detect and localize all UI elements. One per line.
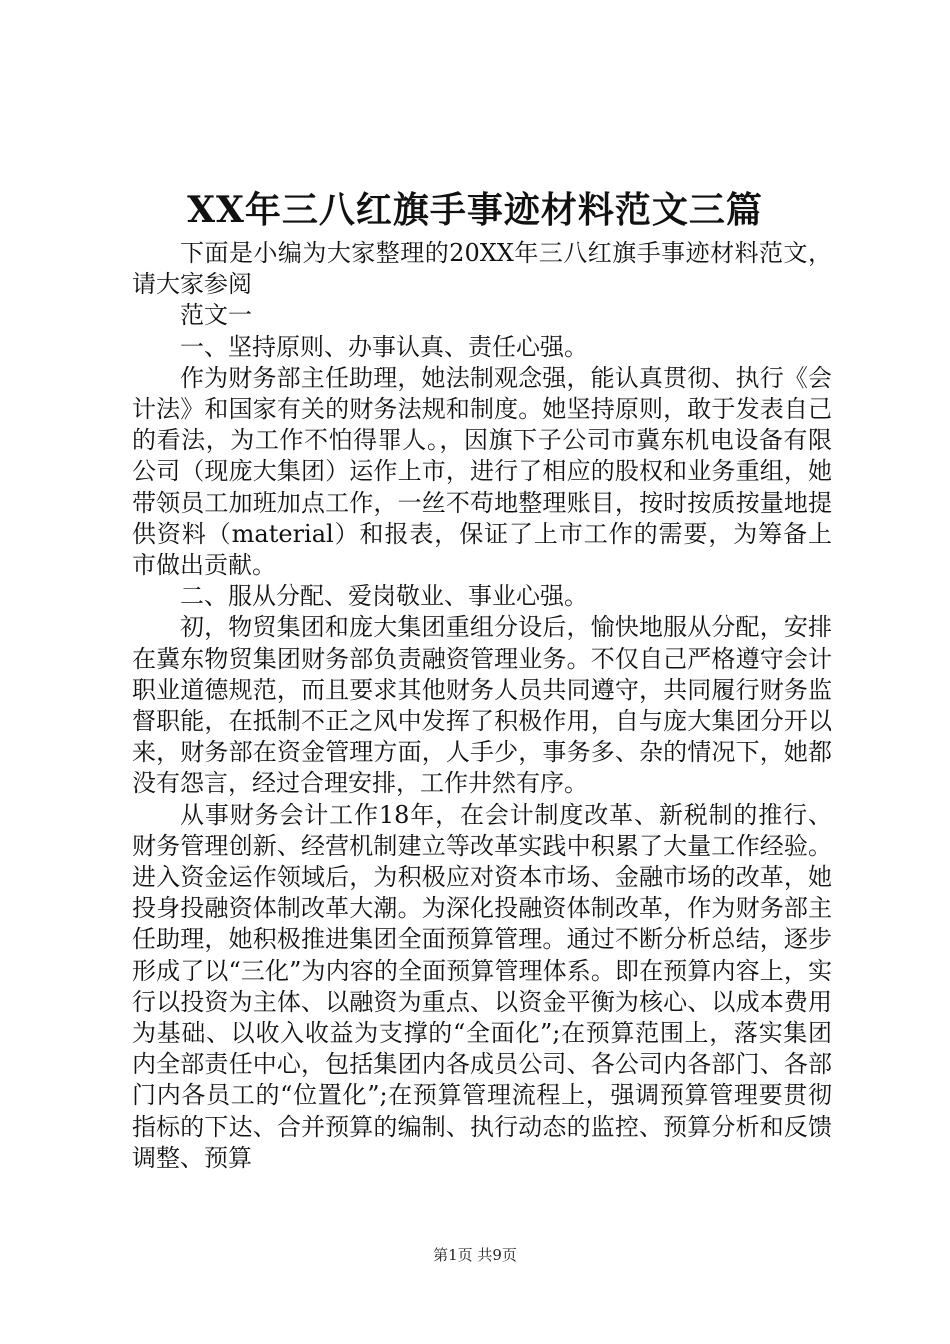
paragraph-heading-2: 二、服从分配、爱岗敬业、事业心强。 — [180, 582, 588, 611]
document-body — [132, 238, 832, 1174]
paragraph-heading-1: 一、坚持原则、办事认真、责任心强。 — [180, 332, 588, 361]
paragraph-body-1: 作为财务部主任助理，她法制观念强，能认真贯彻、执行《会计法》和国家有关的财务法规和制度。她坚持原则，敢于发表自己的看法，为工作不怕得罪人。，因旗下子公司市冀东机电设备有限公司（现庞大集团）运作上市，进行了相应的股权和业务重组，她带领员工加班加点工作，一丝不苟地整理账目，按时按质按量地提供资料（material）和报表，保证了上市工作的需要，为筹备上市做出贡献。 — [132, 363, 832, 580]
paragraph-body-2: 初，物贸集团和庞大集团重组分设后，愉快地服从分配，安排在冀东物贸集团财务部负责融资管理业务。不仅自己严格遵守会计职业道德规范，而且要求其他财务人员共同遵守，共同履行财务监督职能，在抵制不正之风中发挥了积极作用，自与庞大集团分开以来，财务部在资金管理方面，人手少，事务多、杂的情况下，她都没有怨言，经过合理安排，工作井然有序。 — [132, 613, 832, 798]
page-number-footer: 第1页 共9页 — [433, 1246, 517, 1264]
document-title: XX年三八红旗手事迹材料范文三篇 — [187, 189, 763, 231]
paragraph-body-3: 从事财务会计工作18年，在会计制度改革、新税制的推行、财务管理创新、经营机制建立等改革实践中积累了大量工作经验。进入资金运作领域后，为积极应对资本市场、金融市场的改革，她投身投融资体制改革大潮。为深化投融资体制改革，作为财务部主任助理，她积极推进集团全面预算管理。通过不断分析总结，逐步形成了以“三化”为内容的全面预算管理体系。即在预算内容上，实行以投资为主体、以融资为重点、以资金平衡为核心、以成本费用为基础、以收入收益为支撑的“全面化”;在预算范围上，落实集团内全部责任中心，包括集团内各成员公司、各公司内各部门、各部门内各员工的“位置化”;在预算管理流程上，强调预算管理要贯彻指标的下达、合并预算的编制、执行动态的监控、预算分析和反馈调整、预算 — [132, 800, 832, 1172]
paragraph-intro: 下面是小编为大家整理的20XX年三八红旗手事迹材料范文，请大家参阅 — [132, 239, 832, 299]
paragraph-section-label: 范文一 — [180, 301, 252, 330]
